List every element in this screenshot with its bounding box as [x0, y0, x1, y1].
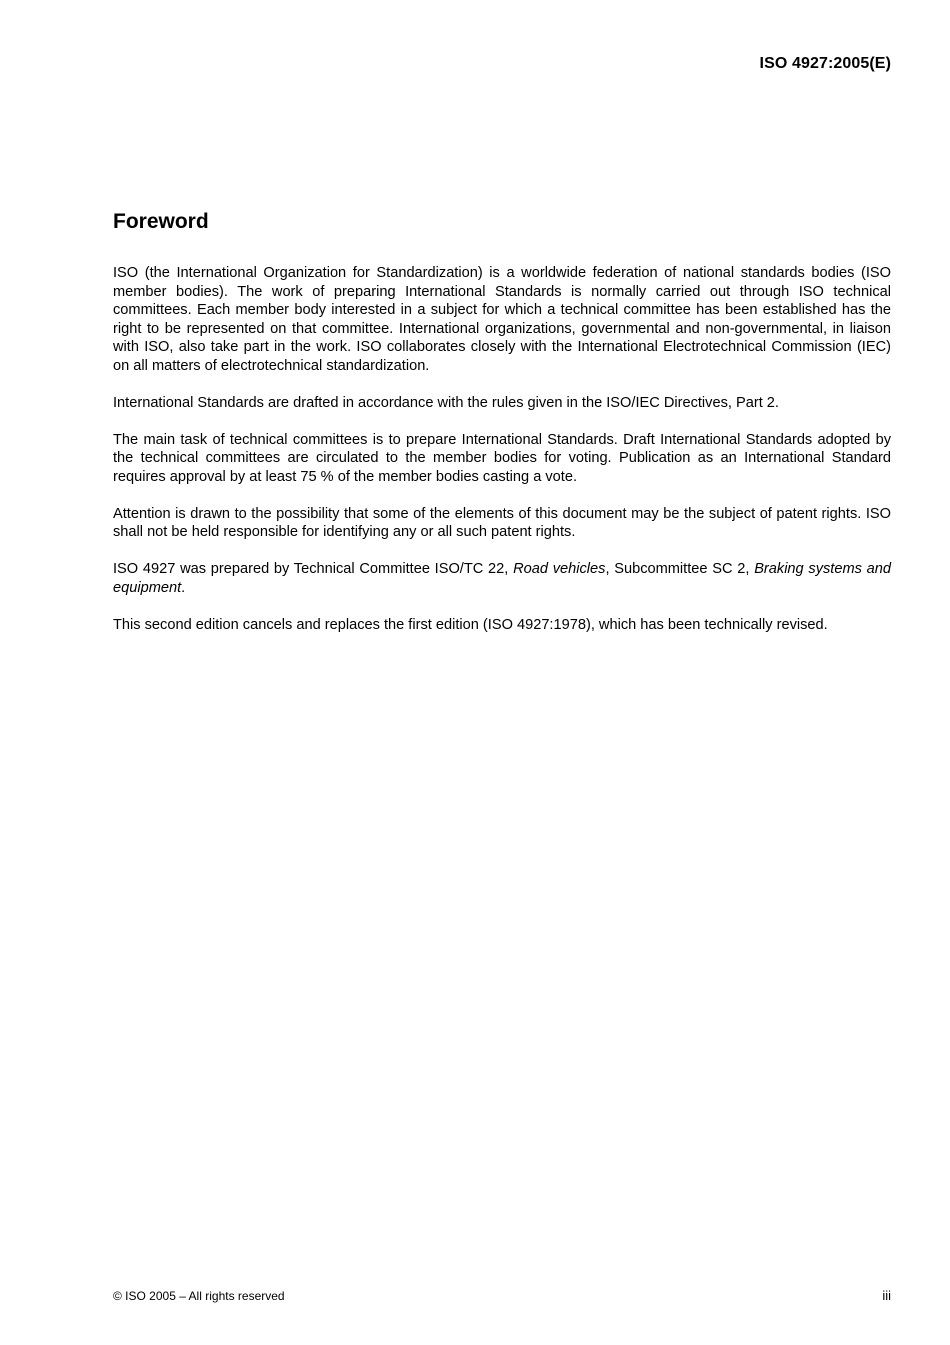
paragraph-iso-intro: ISO (the International Organization for Standardization) is a worldwide federation of national standards bodies (ISO member bodies). The work of preparing International Standards is normally carried out through ISO technical committees. Each member body interested in a subject for which a technical committee has been established has the right to be represented on that committee. International organizations, governmental and non-governmental, in liaison with ISO, also take part in the work. ISO collaborates closely with the International Electrotechnical Commission (IEC) on all matters of electrotechnical standardization.: [113, 265, 891, 374]
document-id-header: ISO 4927:2005(E): [759, 55, 891, 72]
subcommittee-name: Braking systems and equipment: [113, 561, 892, 596]
page-number: iii: [882, 1288, 891, 1303]
paragraph-directives: International Standards are drafted in accordance with the rules given in the ISO/IEC Directives, Part 2.: [113, 394, 779, 411]
preparation-text-c: .: [181, 579, 186, 596]
paragraph-edition: This second edition cancels and replaces the first edition (ISO 4927:1978), which has been technically revised.: [113, 616, 828, 633]
foreword-section: [113, 208, 891, 653]
preparation-text-a: ISO 4927 was prepared by Technical Committee ISO/TC 22,: [113, 561, 514, 577]
copyright-notice: © ISO 2005 – All rights reserved: [113, 1289, 285, 1303]
section-title: Foreword: [113, 210, 209, 233]
committee-name: Road vehicles: [513, 561, 606, 577]
preparation-text-b: , Subcommittee SC 2,: [605, 561, 755, 577]
paragraph-patent-rights: Attention is drawn to the possibility that some of the elements of this document may be the subject of patent rights. ISO shall not be held responsible for identifying any or all such patent rights.: [113, 505, 891, 540]
paragraph-preparation: [113, 560, 891, 597]
paragraph-technical-committees: The main task of technical committees is to prepare International Standards. Draft International Standards adopted by the technical committees are circulated to the member bodies for voting. Publication as an International Standard requires approval by at least 75 % of the member bodies casting a vote.: [113, 431, 891, 485]
